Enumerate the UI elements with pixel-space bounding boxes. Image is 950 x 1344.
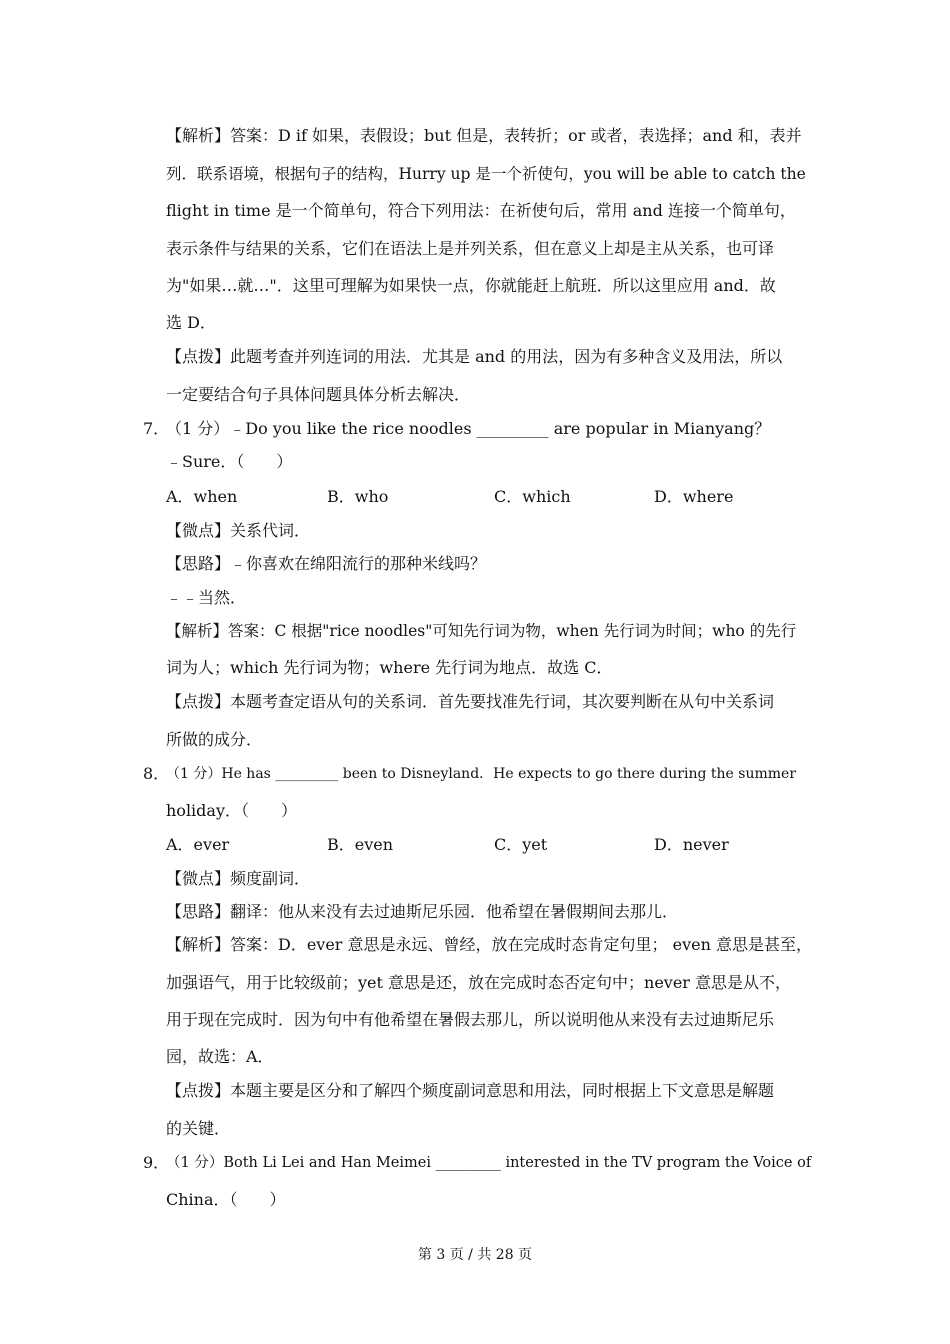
q6-analysis-line-5: 为"如果…就…"．这里可理解为如果快一点，你就能赶上航班．所以这里应用 and．故 [166,276,776,295]
q6-analysis-line-6: 选 D． [166,313,216,332]
q7-point: 【微点】关系代词． [166,521,311,540]
q7-tip-line-2: 所做的成分． [166,730,263,749]
q7-analysis-line-2: 词为人；which 先行词为物；where 先行词为地点．故选 C． [166,658,613,677]
q6-analysis-line-1: 【解析】答案：D if 如果，表假设；but 但是，表转折；or 或者，表选择；and 和，表并 [166,126,802,145]
q7-option-a: A．when [166,487,238,506]
q6-tip-line-2: 一定要结合句子具体问题具体分析去解决． [166,385,471,404]
q8-option-c: C．yet [494,835,548,854]
q8-tip-line-2: 的关键． [166,1119,231,1138]
q9-stem-line-2: China．（ ） [166,1190,286,1209]
q8-analysis-line-3: 用于现在完成时．因为句中有他希望在暑假去那儿，所以说明他从来没有去过迪斯尼乐 [166,1010,775,1029]
q7-tip-line-1: 【点拨】本题考查定语从句的关系词．首先要找准先行词，其次要判断在从句中关系词 [166,692,775,711]
q7-idea-line-2: ﹣﹣当然． [166,588,247,607]
q7-analysis-line-1: 【解析】答案：C 根据"rice noodles"可知先行词为物，when 先行词为时间；who 的先行 [166,622,797,640]
page-footer: 第 3 页 / 共 28 页 [417,1247,533,1263]
q6-tip-line-1: 【点拨】此题考查并列连词的用法．尤其是 and 的用法，因为有多种含义及用法，所以 [166,347,783,366]
q6-analysis-line-3: flight in time 是一个简单句，符合下列用法：在祈使句后，常用 and 连接一个简单句， [166,201,796,220]
q8-number: 8． [143,764,170,783]
q9-number: 9． [143,1153,170,1172]
q7-stem: （1 分）﹣Do you like the rice noodles _________ are popular in Mianyang？ [166,419,771,438]
q6-analysis-line-2: 列．联系语境，根据句子的结构，Hurry up 是一个祈使句，you will be able to catch the [166,165,806,183]
q8-option-a: A．ever [166,835,230,854]
q7-option-c: C．which [494,487,571,506]
q7-number: 7． [143,419,170,438]
q8-point: 【微点】频度副词． [166,869,311,888]
q8-analysis-line-4: 园，故选：A． [166,1047,274,1066]
q8-analysis-line-1: 【解析】答案：D．ever 意思是永远、曾经，放在完成时态肯定句里； even 意思是甚至， [166,935,812,954]
q8-analysis-line-2: 加强语气，用于比较级前；yet 意思是还，放在完成时态否定句中；never 意思是从不， [166,973,792,992]
q9-stem: （1 分）Both Li Lei and Han Meimei _________ interested in the TV program the Voice of [166,1155,812,1171]
q7-option-b: B．who [327,487,389,506]
q8-idea-line-1: 【思路】翻译：他从来没有去过迪斯尼乐园．他希望在暑假期间去那儿． [166,902,679,921]
q7-idea-line-1: 【思路】﹣你喜欢在绵阳流行的那种米线吗？ [166,554,487,573]
q7-stem-line-2: ﹣Sure．（ ） [166,452,293,471]
q8-stem-line-2: holiday．（ ） [166,801,297,820]
q8-option-b: B．even [327,835,394,854]
q8-stem: （1 分）He has _________ been to Disneyland．He expects to go there during the summer [166,766,797,782]
q6-analysis-line-4: 表示条件与结果的关系，它们在语法上是并列关系，但在意义上却是主从关系，也可译 [166,239,775,258]
q8-tip-line-1: 【点拨】本题主要是区分和了解四个频度副词意思和用法，同时根据上下文意思是解题 [166,1081,775,1100]
q8-option-d: D．never [654,835,729,854]
q7-option-d: D．where [654,487,734,506]
